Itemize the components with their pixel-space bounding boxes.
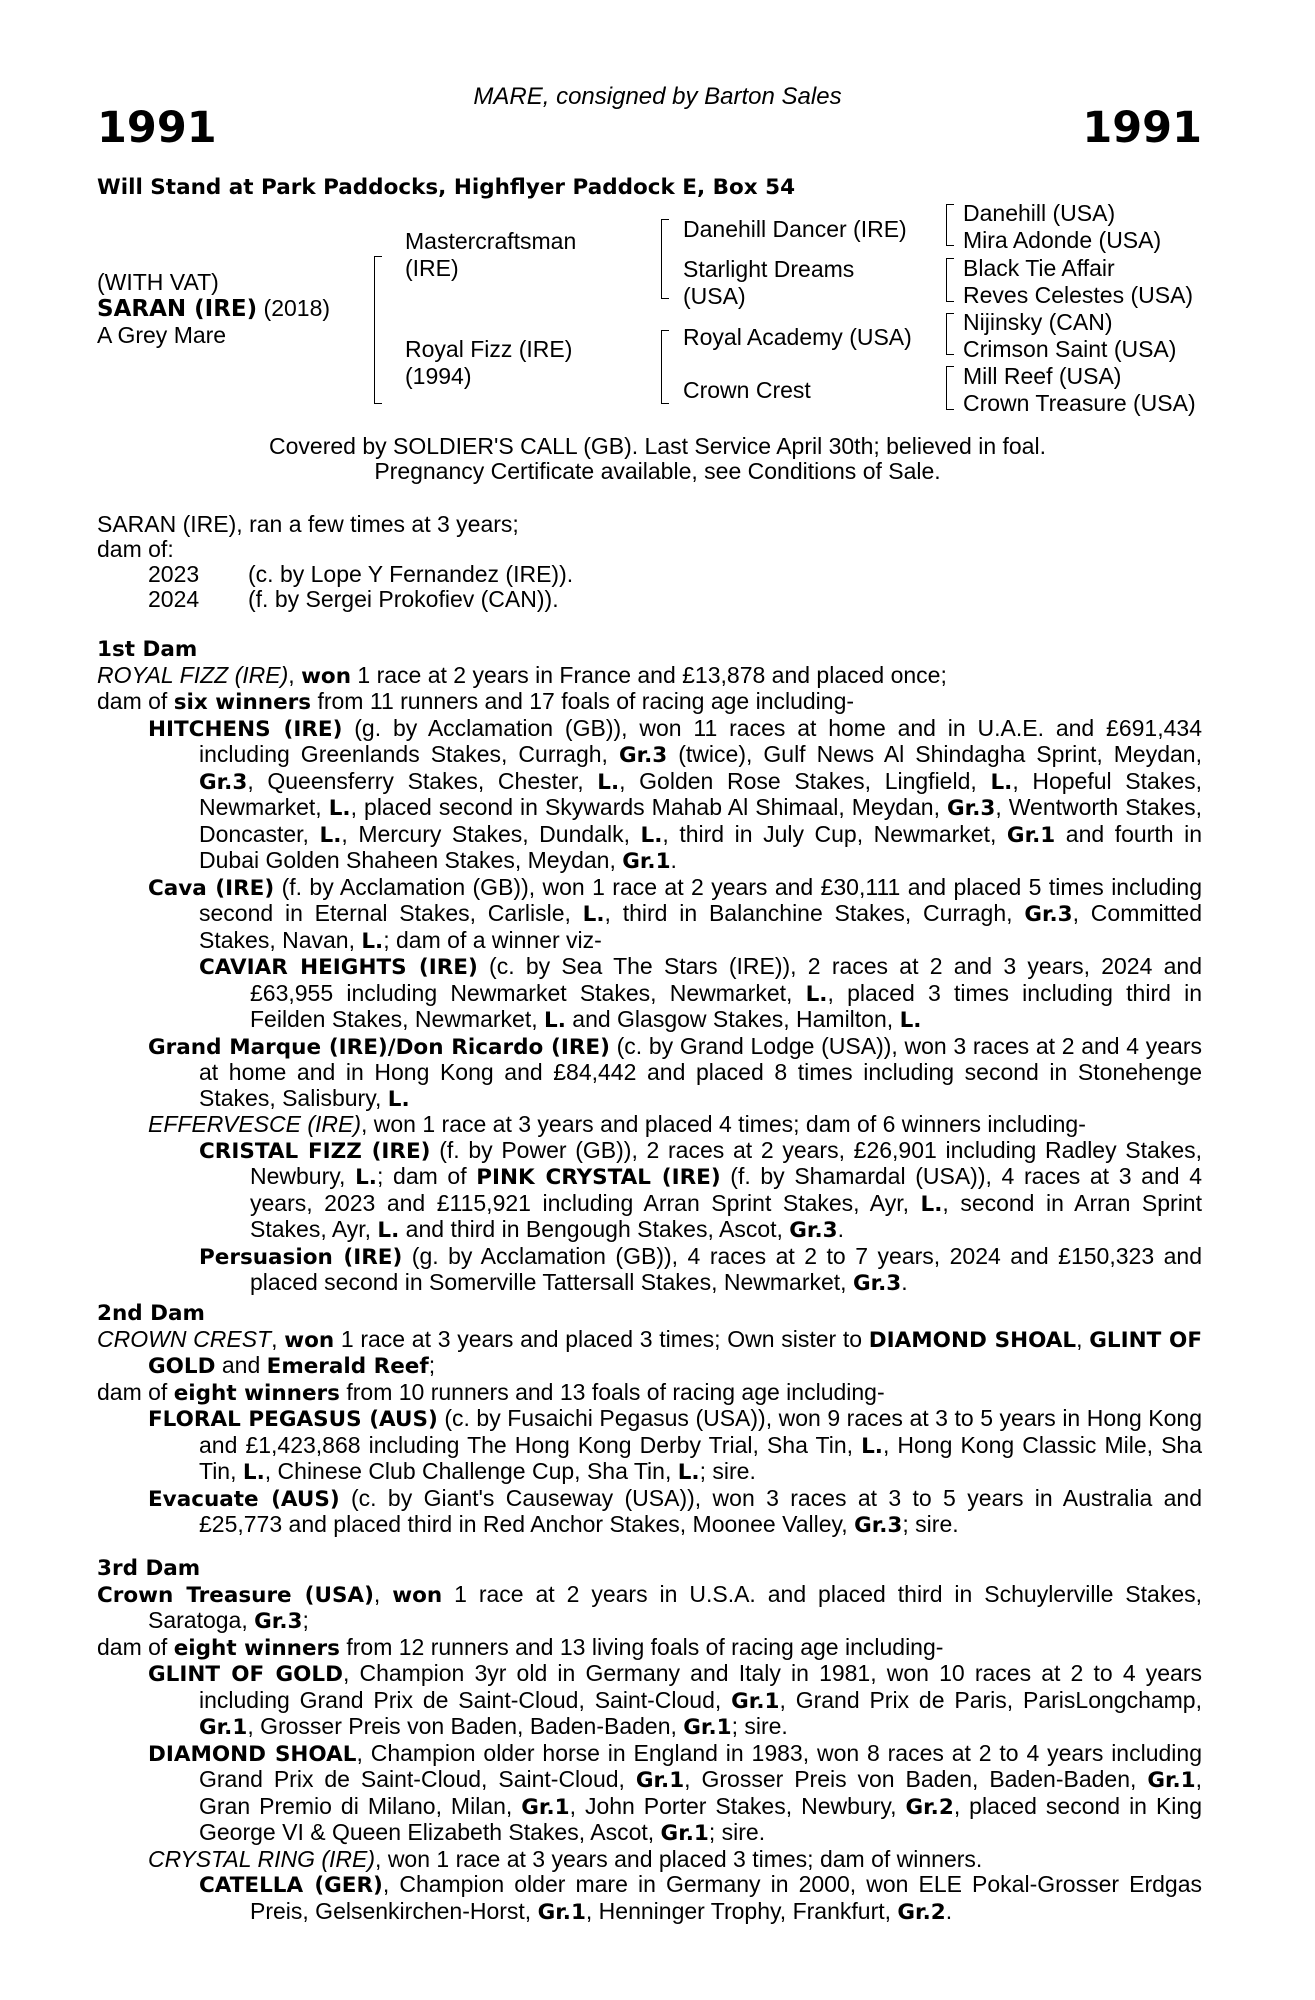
sire-suffix: (IRE) — [405, 255, 459, 281]
vat-note: (WITH VAT) — [97, 269, 219, 295]
third-dam-heading: 3rd Dam — [97, 1556, 201, 1581]
sire-dam: Starlight Dreams — [683, 256, 855, 282]
ped-ddd: Crown Treasure (USA) — [963, 390, 1196, 416]
entry-effervesce: EFFERVESCE (IRE), won 1 race at 3 years and placed 4 times; dam of 6 winners including- — [148, 1111, 1086, 1137]
ped-sdd: Reves Celestes (USA) — [963, 282, 1194, 308]
entry-persuasion: Persuasion (IRE) (g. by Acclamation (GB)), 4 races at 2 to 7 years, 2024 and £150,323 and placed second in Somerville Tattersall Stakes, Newmarket, Gr.3. — [199, 1242, 1202, 1296]
entry-cristal-fizz: CRISTAL FIZZ (IRE) (f. by Power (GB)), 2 races at 2 years, £26,901 including Radley Stakes, Newbury, L.; dam of PINK CRYSTAL (IRE) (f. by Shamardal (USA)), 4 races at 3 and 4 years, 2023 and £115,921 including Arran Sprint Stakes, Ayr, L., second in Arran Sprint Stakes, Ayr, L. and third in Bengough Stakes, Ascot, Gr.3. — [199, 1136, 1203, 1243]
intro-line: SARAN (IRE), ran a few times at 3 years; — [97, 511, 519, 537]
sire-sire: Danehill Dancer (IRE) — [683, 216, 907, 242]
produce-2023: (c. by Lope Y Fernandez (IRE)). — [248, 561, 574, 587]
brace-g3-3 — [946, 313, 954, 355]
brace-g3-4 — [946, 366, 954, 410]
ped-sss: Danehill (USA) — [963, 200, 1116, 226]
produce-year-2023: 2023 — [148, 561, 200, 587]
second-dam-line: CROWN CREST, won 1 race at 3 years and placed 3 times; Own sister to DIAMOND SHOAL, GLINT OF GOLD and Emerald Reef; — [97, 1325, 1203, 1379]
dam-year: (1994) — [405, 363, 472, 389]
second-dam-summary: dam of eight winners from 10 runners and 13 foals of racing age including- — [97, 1378, 885, 1406]
entry-floral-pegasus: FLORAL PEGASUS (AUS) (c. by Fusaichi Pegasus (USA)), won 9 races at 3 to 5 years in Hong Kong and £1,423,868 including The Hong Kong Derby Trial, Sha Tin, L., Hong Kong Classic Mile, Sha Tin, L., Chinese Club Challenge Cup, Sha Tin, L.; sire. — [148, 1405, 1202, 1485]
produce-2024: (f. by Sergei Prokofiev (CAN)). — [248, 586, 559, 612]
horse-description: A Grey Mare — [97, 322, 227, 348]
entry-caviar-heights: CAVIAR HEIGHTS (IRE) (c. by Sea The Stars (IRE)), 2 races at 2 and 3 years, 2024 and £63,955 including Newmarket Stakes, Newmarket, L., placed 3 times including third in Feilden Stakes, Newmarket, L. and Glasgow Stakes, Hamilton, L. — [199, 953, 1202, 1033]
dam-of-label: dam of: — [97, 536, 174, 562]
dam-dam: Crown Crest — [683, 377, 811, 403]
entry-diamond-shoal: DIAMOND SHOAL, Champion older horse in England in 1983, won 8 races at 2 to 4 years including Grand Prix de Saint-Cloud, Saint-Cloud, Gr.1, Grosser Preis von Baden, Baden-Baden, Gr.1, Gran Premio di Milano, Milan, Gr.1, John Porter Stakes, Newbury, Gr.2, placed second in King George VI & Queen Elizabeth Stakes, Ascot, Gr.1; sire. — [148, 1739, 1203, 1846]
first-dam-summary: dam of six winners from 11 runners and 17 foals of racing age including- — [97, 688, 855, 715]
ped-sds: Black Tie Affair — [963, 255, 1115, 281]
dam-name: Royal Fizz (IRE) — [405, 336, 573, 362]
third-dam-section — [97, 1556, 1202, 1925]
lot-number-left: 1991 — [97, 103, 217, 153]
entry-evacuate: Evacuate (AUS) (c. by Giant's Causeway (USA)), won 3 races at 3 to 5 years in Australia and £25,773 and placed third in Red Anchor Stakes, Moonee Valley, Gr.3; sire. — [148, 1484, 1202, 1538]
first-dam-section — [97, 637, 1202, 1297]
entry-glint-of-gold: GLINT OF GOLD, Champion 3yr old in Germany and Italy in 1981, won 10 races at 2 to 4 years including Grand Prix de Saint-Cloud, Saint-Cloud, Gr.1, Grand Prix de Paris, ParisLongchamp, Gr.1, Grosser Preis von Baden, Baden-Baden, Gr.1; sire. — [148, 1660, 1202, 1740]
brace-g3-2 — [946, 258, 954, 302]
ped-ssd: Mira Adonde (USA) — [963, 227, 1162, 253]
horse-name: SARAN (IRE) — [97, 296, 258, 322]
entry-hitchens: HITCHENS (IRE) (g. by Acclamation (GB)), won 11 races at home and in U.A.E. and £691,434 including Greenlands Stakes, Curragh, Gr.3 (twice), Gulf News Al Shindagha Sprint, Meydan, Gr.3, Queensferry Stakes, Chester, L., Golden Rose Stakes, Lingfield, L., Hopeful Stakes, Newmarket, L., placed second in Skywards Mahab Al Shimaal, Meydan, Gr.3, Wentworth Stakes, Doncaster, L., Mercury Stakes, Dundalk, L., third in July Cup, Newmarket, Gr.1 and fourth in Dubai Golden Shaheen Stakes, Meydan, Gr.1. — [148, 714, 1202, 874]
ped-dss: Nijinsky (CAN) — [963, 309, 1113, 335]
sire-dam-suffix: (USA) — [683, 283, 746, 309]
covered-line: Covered by SOLDIER'S CALL (GB). Last Service April 30th; believed in foal. — [269, 433, 1046, 459]
sire-name: Mastercraftsman — [405, 228, 577, 254]
horse-year: (2018) — [263, 295, 331, 321]
first-dam-line: ROYAL FIZZ (IRE), won 1 race at 2 years in France and £13,878 and placed once; — [97, 661, 947, 689]
pregnancy-line: Pregnancy Certificate available, see Conditions of Sale. — [374, 458, 941, 484]
lot-number-right: 1991 — [1082, 103, 1202, 153]
brace-dam-line — [661, 330, 669, 404]
brace-gen1 — [374, 256, 382, 404]
brace-g3-1 — [946, 204, 954, 246]
third-dam-summary: dam of eight winners from 12 runners and 13 living foals of racing age including- — [97, 1633, 944, 1661]
entry-crystal-ring: CRYSTAL RING (IRE), won 1 race at 3 years and placed 3 times; dam of winners. — [148, 1845, 983, 1872]
entry-grand-marque: Grand Marque (IRE)/Don Ricardo (IRE) (c. by Grand Lodge (USA)), won 3 races at 2 and 4 years at home and in Hong Kong and £84,442 and placed 8 times including second in Stonehenge Stakes, Salisbury, L. — [148, 1032, 1202, 1112]
dam-sire: Royal Academy (USA) — [683, 324, 912, 350]
ped-dds: Mill Reef (USA) — [963, 363, 1122, 389]
entry-catella: CATELLA (GER), Champion older mare in Germany in 2000, won ELE Pokal-Grosser Erdgas Preis, Gelsenkirchen-Horst, Gr.1, Henninger Trophy, Frankfurt, Gr.2. — [199, 1871, 1202, 1925]
stand-location: Will Stand at Park Paddocks, Highflyer Paddock E, Box 54 — [97, 175, 796, 200]
produce-year-2024: 2024 — [148, 586, 200, 612]
third-dam-line: Crown Treasure (USA), won 1 race at 2 years in U.S.A. and placed third in Schuylerville Stakes, Saratoga, Gr.3; — [97, 1580, 1203, 1634]
consignor-subtitle: MARE, consigned by Barton Sales — [473, 83, 842, 110]
second-dam-section — [97, 1301, 1202, 1539]
brace-sire-line — [661, 219, 669, 299]
ped-dsd: Crimson Saint (USA) — [963, 336, 1177, 362]
entry-cava: Cava (IRE) (f. by Acclamation (GB)), won 1 race at 2 years and £30,111 and placed 5 times including second in Eternal Stakes, Carlisle, L., third in Balanchine Stakes, Curragh, Gr.3, Committed Stakes, Navan, L.; dam of a winner viz- — [148, 873, 1202, 954]
second-dam-heading: 2nd Dam — [97, 1301, 205, 1326]
horse-name-line — [97, 295, 330, 322]
first-dam-heading: 1st Dam — [97, 637, 198, 662]
